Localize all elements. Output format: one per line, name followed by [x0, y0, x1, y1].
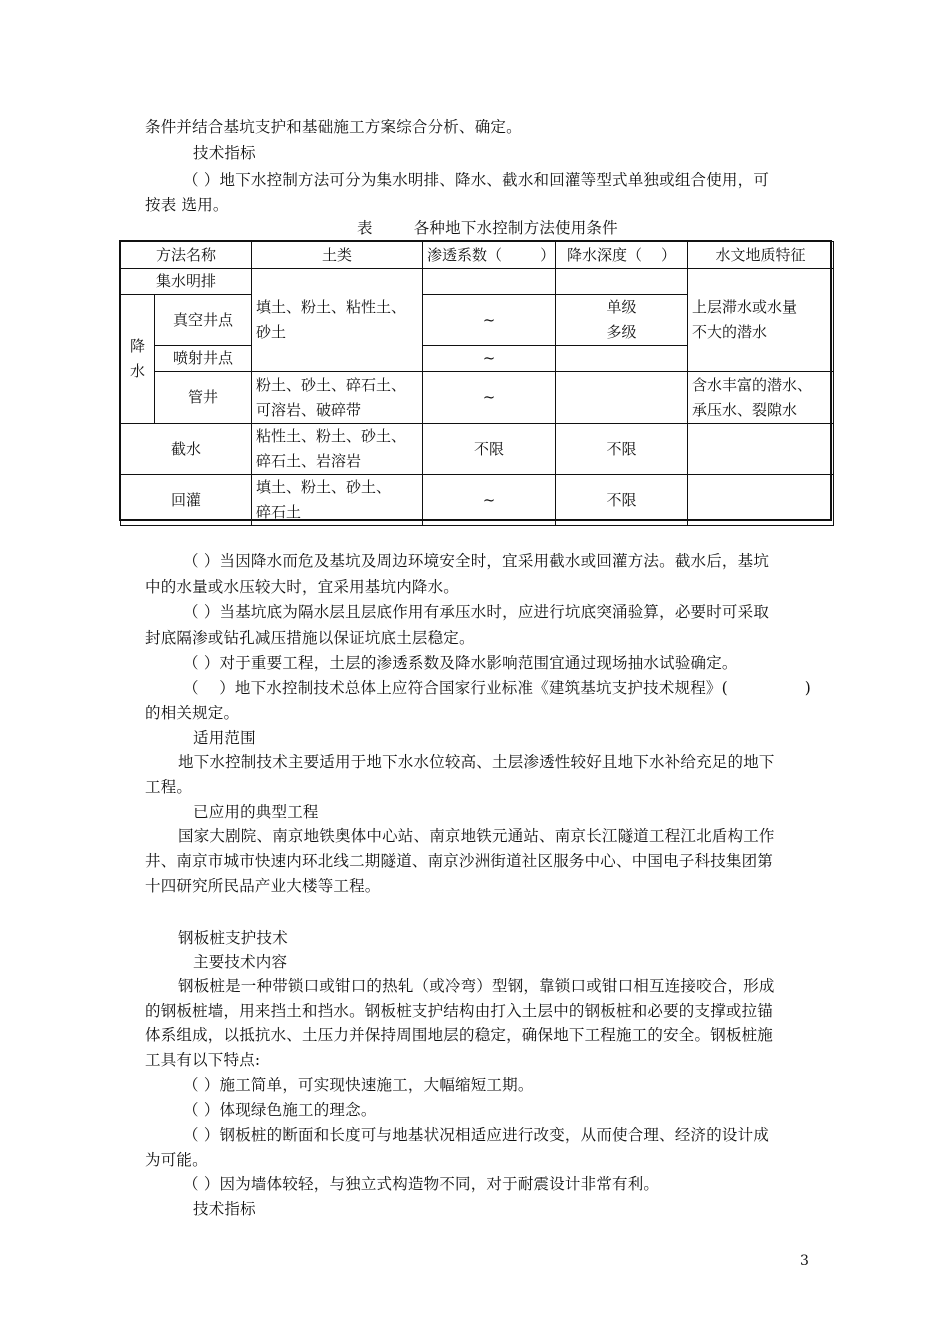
para-line-5: （ ）对于重要工程，土层的渗透系数及降水影响范围宜通过现场抽水试验确定。 — [183, 654, 738, 672]
cell-perm-jieshui: 不限 — [423, 424, 556, 475]
cell-soil-guanjing: 粉土、砂土、碎石土、 可溶岩、破碎带 — [252, 372, 423, 424]
para-line-23: （ ）钢板桩的断面和长度可与地基状况相适应进行改变，从而使合理、经济的设计成 — [183, 1126, 770, 1144]
cell-jiangshui: 降 水 — [121, 295, 155, 424]
para-line-6: （ ）地下水控制技术总体上应符合国家行业标准《建筑基坑支护技术规程》( ) — [183, 679, 812, 697]
cell-soil-jieshui: 粘性土、粉土、砂土、 碎石土、岩溶岩 — [252, 424, 423, 475]
para-line-2: 中的水量或水压较大时，宜采用基坑内降水。 — [145, 578, 460, 596]
para-line-24: 为可能。 — [145, 1151, 208, 1169]
para-line-13: 井、南京市城市快速内环北线二期隧道、南京沙洲街道社区服务中心、中国电子科技集团第 — [145, 852, 774, 870]
cell-guanjing: 管井 — [155, 372, 252, 424]
para-line-4: 封底隔渗或钻孔减压措施以保证坑底土层稳定。 — [145, 629, 475, 647]
cell-perm-penshe: ~ — [423, 346, 556, 372]
cell-soil-huiguan: 填土、粉土、砂土、 碎石土 — [252, 475, 423, 526]
para-line-20: 工具有以下特点: — [145, 1051, 261, 1069]
cell-soil-1: 填土、粉土、粘性土、 砂土 — [252, 269, 423, 372]
cell-jishui: 集水明排 — [121, 269, 252, 295]
cell-jieshui: 截水 — [121, 424, 252, 475]
cell-perm-jishui — [423, 269, 556, 295]
para-line-17: 钢板桩是一种带锁口或钳口的热轧（或冷弯）型钢，靠锁口或钳口相互连接咬合，形成 — [178, 977, 775, 995]
cell-perm-huiguan: ~ — [423, 475, 556, 526]
para-line-1: （ ）当因降水而危及基坑及周边环境安全时，宜采用截水或回灌方法。截水后，基坑 — [183, 552, 770, 570]
heading-tech-index: 技术指标 — [193, 144, 256, 162]
text-line-3: （ ）地下水控制方法可分为集水明排、降水、截水和回灌等型式单独或组合使用，可 — [183, 171, 770, 189]
para-line-22: （ ）体现绿色施工的理念。 — [183, 1101, 377, 1119]
cell-hydro-huiguan — [688, 475, 834, 526]
groundwater-control-table — [120, 241, 834, 526]
para-line-12: 国家大剧院、南京地铁奥体中心站、南京地铁元通站、南京长江隧道工程江北盾构工作 — [178, 827, 775, 845]
para-line-21: （ ）施工简单，可实现快速施工，大幅缩短工期。 — [183, 1076, 534, 1094]
cell-hydro-jieshui — [688, 424, 834, 475]
heading-typical-projects: 已应用的典型工程 — [193, 803, 319, 821]
cell-depth-penshe — [556, 346, 688, 372]
cell-huiguan: 回灌 — [121, 475, 252, 526]
page-number: 3 — [800, 1253, 809, 1269]
para-line-9: 地下水控制技术主要适用于地下水水位较高、土层渗透性较好且地下水补给充足的地下 — [178, 753, 775, 771]
text-line-1: 条件并结合基坑支护和基础施工方案综合分析、确定。 — [145, 118, 522, 136]
cell-depth-guanjing — [556, 372, 688, 424]
header-depth: 降水深度（ ） — [556, 242, 688, 269]
heading-scope: 适用范围 — [193, 729, 256, 747]
cell-hydro-guanjing: 含水丰富的潜水、 承压水、裂隙水 — [688, 372, 834, 424]
cell-perm-zhenkong: ~ — [423, 295, 556, 346]
table-caption: 表 各种地下水控制方法使用条件 — [357, 219, 618, 237]
para-line-19: 体系组成，以抵抗水、土压力并保持周围地层的稳定，确保地下工程施工的安全。钢板桩施 — [145, 1026, 774, 1044]
cell-depth-jishui — [556, 269, 688, 295]
para-line-3: （ ）当基坑底为隔水层且层底作用有承压水时，应进行坑底突涌验算，必要时可采取 — [183, 603, 770, 621]
cell-zhenkong: 真空井点 — [155, 295, 252, 346]
cell-hydro-1: 上层滞水或水量 不大的潜水 — [688, 269, 834, 372]
header-permeability: 渗透系数（ ） — [423, 242, 556, 269]
cell-penshe: 喷射井点 — [155, 346, 252, 372]
para-line-18: 的钢板桩墙，用来挡土和挡水。钢板桩支护结构由打入土层中的钢板桩和必要的支撑或拉锚 — [145, 1002, 774, 1020]
heading-tech-index-2: 技术指标 — [193, 1200, 256, 1218]
header-hydro: 水文地质特征 — [688, 242, 834, 269]
heading-main-content: 主要技术内容 — [193, 953, 288, 971]
cell-depth-jieshui: 不限 — [556, 424, 688, 475]
para-line-10: 工程。 — [145, 778, 193, 796]
para-line-14: 十四研究所民品产业大楼等工程。 — [145, 877, 381, 895]
cell-depth-huiguan: 不限 — [556, 475, 688, 526]
header-soil: 土类 — [252, 242, 423, 269]
para-line-7: 的相关规定。 — [145, 704, 240, 722]
heading-steel-sheet-pile: 钢板桩支护技术 — [178, 929, 288, 947]
header-method: 方法名称 — [121, 242, 252, 269]
cell-depth-zhenkong: 单级 多级 — [556, 295, 688, 346]
para-line-25: （ ）因为墙体较轻，与独立式构造物不同，对于耐震设计非常有利。 — [183, 1175, 660, 1193]
text-line-4: 按表 选用。 — [145, 196, 229, 214]
cell-perm-guanjing: ~ — [423, 372, 556, 424]
